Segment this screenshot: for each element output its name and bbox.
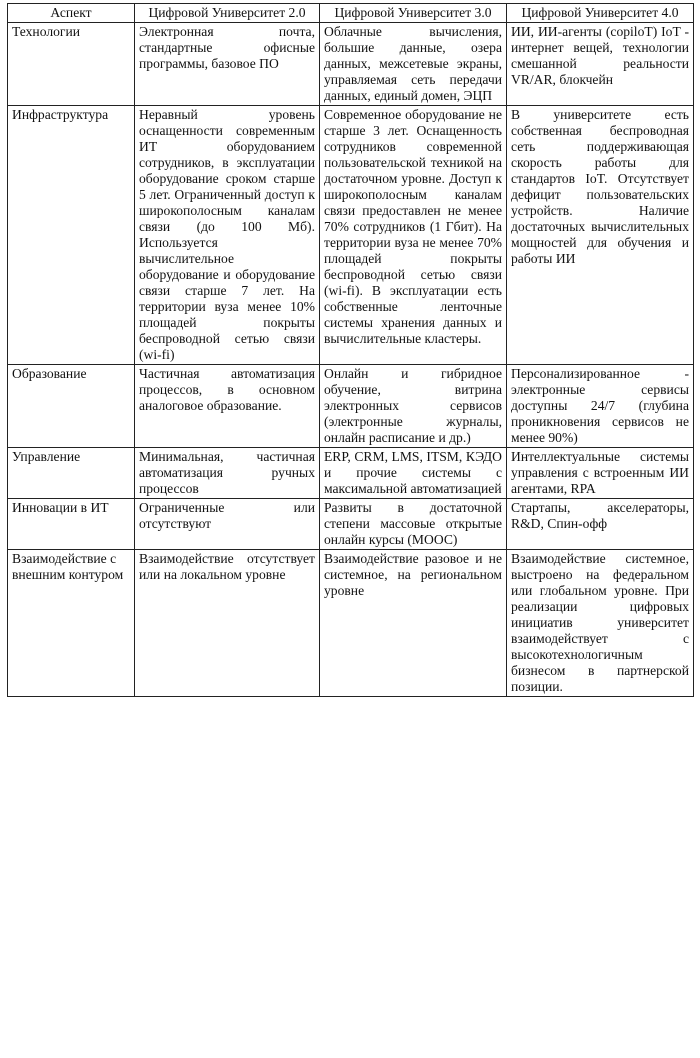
- cell-4-0: Взаимодействие системное, выстроено на федеральном или глобальном уровне. При реализации цифровых инициатив университет взаимодействует с высокотехнологичным бизнесом в партнерской позиции.: [507, 550, 694, 697]
- table-row: [8, 550, 694, 697]
- cell-2-0: Неравный уровень оснащенности современным ИТ оборудованием сотрудников, в эксплуатации оборудование сроком старше 5 лет. Ограниченный доступ к широкополосным каналам связи (до 100 Мб). Используется вычислительное оборудование и оборудование связи старше 7 лет. На территории вуза менее 10% площадей покрыты беспроводной сетью связи (wi-fi): [135, 106, 320, 365]
- cell-3-0: Развиты в достаточной степени массовые открытые онлайн курсы (МООС): [320, 499, 507, 550]
- cell-4-0: Стартапы, акселераторы, R&D, Спин-офф: [507, 499, 694, 550]
- aspect-cell: Образование: [8, 365, 135, 448]
- header-university-3-0: Цифровой Университет 3.0: [320, 4, 507, 23]
- aspect-cell: Взаимодействие с внешним контуром: [8, 550, 135, 697]
- table-row: [8, 499, 694, 550]
- cell-2-0: Частичная автоматизация процессов, в основном аналоговое образование.: [135, 365, 320, 448]
- table-row: [8, 365, 694, 448]
- header-aspect: Аспект: [8, 4, 135, 23]
- cell-4-0: Персонализированное - электронные сервисы доступны 24/7 (глубина проникновения сервисов не менее 90%): [507, 365, 694, 448]
- header-university-2-0: Цифровой Университет 2.0: [135, 4, 320, 23]
- table-row: [8, 106, 694, 365]
- cell-2-0: Минимальная, частичная автоматизация ручных процессов: [135, 448, 320, 499]
- cell-3-0: Взаимодействие разовое и не системное, на региональном уровне: [320, 550, 507, 697]
- aspect-cell: Инновации в ИТ: [8, 499, 135, 550]
- table-row: [8, 23, 694, 106]
- cell-4-0: В университете есть собственная беспроводная сеть поддерживающая скорость работы для стандартов IoT. Отсутствует дефицит пользовательских устройств. Наличие достаточных вычислительных мощностей для обучения и работы ИИ: [507, 106, 694, 365]
- aspect-cell: Технологии: [8, 23, 135, 106]
- header-university-4-0: Цифровой Университет 4.0: [507, 4, 694, 23]
- cell-3-0: Онлайн и гибридное обучение, витрина электронных сервисов (электронные журналы, онлайн расписание и др.): [320, 365, 507, 448]
- cell-3-0: ERP, CRM, LMS, ITSM, КЭДО и прочие системы с максимальной автоматизацией: [320, 448, 507, 499]
- header-row: [8, 4, 694, 23]
- aspect-cell: Управление: [8, 448, 135, 499]
- cell-4-0: Интеллектуальные системы управления с встроенным ИИ агентами, RPA: [507, 448, 694, 499]
- cell-2-0: Взаимодействие отсутствует или на локальном уровне: [135, 550, 320, 697]
- cell-3-0: Облачные вычисления, большие данные, озера данных, межсетевые экраны, управляемая сеть передачи данных, единый домен, ЭЦП: [320, 23, 507, 106]
- comparison-table: [7, 3, 694, 697]
- table-row: [8, 448, 694, 499]
- cell-4-0: ИИ, ИИ-агенты (copiloT) IoT - интернет вещей, технологии смешанной реальности VR/AR, блокчейн: [507, 23, 694, 106]
- aspect-cell: Инфраструктура: [8, 106, 135, 365]
- cell-3-0: Современное оборудование не старше 3 лет. Оснащенность сотрудников современной пользовательской техникой на достаточном уровне. Доступ к широкополосным каналам связи предоставлен не менее 70% сотрудников (1 Гбит). На территории вуза не менее 70% площадей покрыты беспроводной сетью связи (wi-fi). В эксплуатации есть собственные ленточные системы хранения данных и вычислительные кластеры.: [320, 106, 507, 365]
- cell-2-0: Электронная почта, стандартные офисные программы, базовое ПО: [135, 23, 320, 106]
- cell-2-0: Ограниченные или отсутствуют: [135, 499, 320, 550]
